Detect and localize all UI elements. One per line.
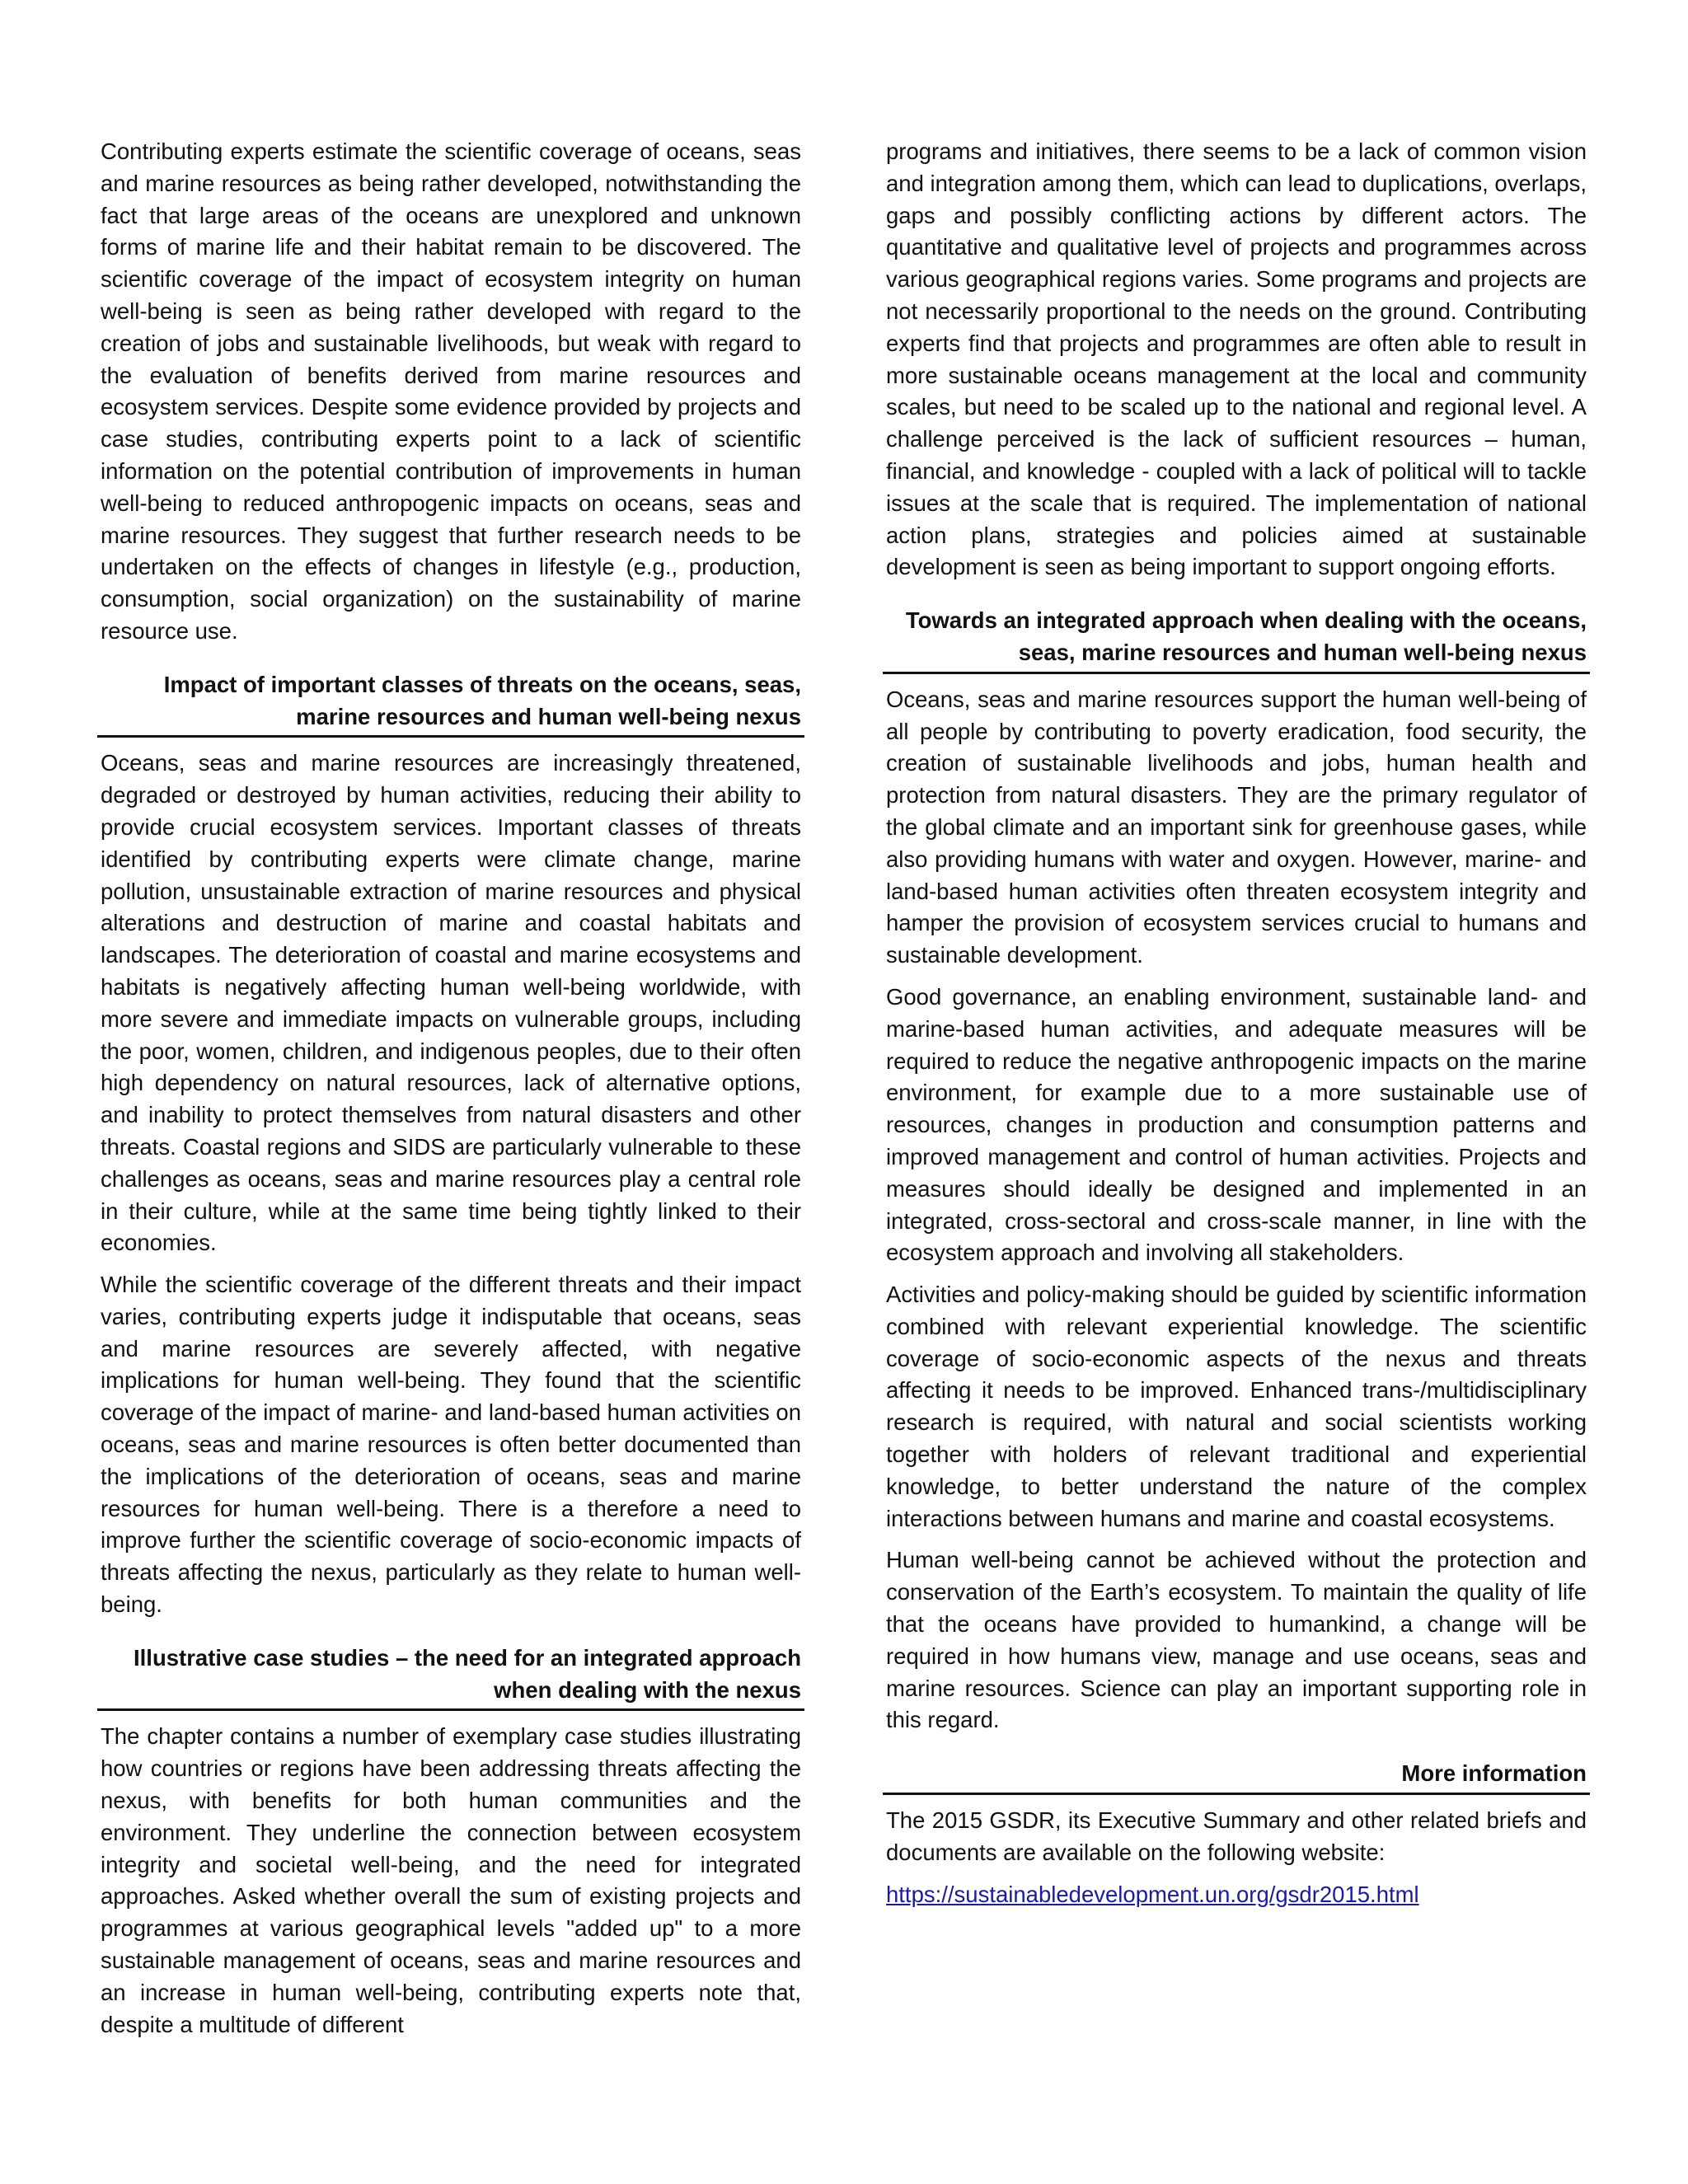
paragraph-more-information: The 2015 GSDR, its Executive Summary and other related briefs and documents are available on the following website: [886, 1807, 1587, 1865]
heading-more-information: More information [883, 1758, 1590, 1795]
paragraph-case-studies: The chapter contains a number of exemplary case studies illustrating how countries or regions have been addressing threats affecting the nexus, with benefits for both human communities and the environment. They underline the connection between ecosystem integrity and societal well-being, and the need for integrated approaches. Asked whether overall the sum of existing projects and programmes at various geographical levels "added up" to a more sustainable management of oceans, seas and marine resources and an increase in human well-being, contributing experts note that, despite a multitude of different [101, 1723, 801, 2037]
paragraph-programs: programs and initiatives, there seems to be a lack of common vision and integration among them, which can lead to duplications, overlaps, gaps and possibly conflicting actions by different actors. The quantitative and qualitative level of projects and programmes across various geographical regions varies. Some programs and projects are not necessarily proportional to the needs on the ground. Contributing experts find that projects and programmes are often able to result in more sustainable oceans management at the local and community scales, but need to be scaled up to the national and regional level. A challenge perceived is the lack of sufficient resources – human, financial, and knowledge - coupled with a lack of political will to tackle issues at the scale that is required. The implementation of national action plans, strategies and policies aimed at sustainable development is seen as being important to support ongoing efforts. [886, 138, 1587, 580]
heading-integrated-approach: Towards an integrated approach when dealing with the oceans, seas, marine resources and human well-being nexus [883, 605, 1590, 674]
paragraph-human-well-being: Oceans, seas and marine resources support the human well-being of all people by contributing to poverty eradication, food security, the creation of sustainable livelihoods and jobs, human health and protection from natural disasters. They are the primary regulator of the global climate and an important sink for greenhouse gases, while also providing humans with water and oxygen. However, marine- and land-based human activities often threaten ecosystem integrity and hamper the provision of ecosystem services crucial to humans and sustainable development. [886, 686, 1587, 968]
paragraph-scientific-coverage: Contributing experts estimate the scientific coverage of oceans, seas and marine resources as being rather developed, notwithstanding the fact that large areas of the oceans are unexplored and unknown forms of marine life and their habitat remain to be discovered. The scientific coverage of the impact of ecosystem integrity on human well-being is seen as being rather developed with regard to the creation of jobs and sustainable livelihoods, but weak with regard to the evaluation of benefits derived from marine resources and ecosystem services. Despite some evidence provided by projects and case studies, contributing experts point to a lack of scientific information on the potential contribution of improvements in human well-being to reduced anthropogenic impacts on oceans, seas and marine resources. They suggest that further research needs to be undertaken on the effects of changes in lifestyle (e.g., production, consumption, social organization) on the sustainability of marine resource use. [101, 138, 801, 644]
right-column [883, 136, 1590, 1910]
paragraph-policy-making: Activities and policy-making should be guided by scientific information combined with relevant experiential knowledge. The scientific coverage of socio-economic aspects of the nexus and threats affecting it needs to be improved. Enhanced trans-/multidisciplinary research is required, with natural and social scientists working together with holders of relevant traditional and experiential knowledge, to better understand the nature of the complex interactions between humans and marine and coastal ecosystems. [886, 1282, 1587, 1531]
left-column [97, 136, 804, 2041]
heading-case-studies: Illustrative case studies – the need for an integrated approach when dealing with the nexus [97, 1643, 804, 1712]
gsdr-website-link[interactable]: https://sustainabledevelopment.un.org/gsdr2015.html [886, 1881, 1419, 1907]
paragraph-threats: Oceans, seas and marine resources are increasingly threatened, degraded or destroyed by human activities, reducing their ability to provide crucial ecosystem services. Important classes of threats identified by contributing experts were climate change, marine pollution, unsustainable extraction of marine resources and physical alterations and destruction of marine and coastal habitats and landscapes. The deterioration of coastal and marine ecosystems and habitats is negatively affecting human well-being worldwide, with more severe and immediate impacts on vulnerable groups, including the poor, women, children, and indigenous peoples, due to their often high dependency on natural resources, lack of alternative options, and inability to protect themselves from natural disasters and other threats. Coastal regions and SIDS are particularly vulnerable to these challenges as oceans, seas and marine resources play a central role in their culture, while at the same time being tightly linked to their economies. [101, 750, 801, 1256]
paragraph-conclusion: Human well-being cannot be achieved without the protection and conservation of the Earth’s ecosystem. To maintain the quality of life that the oceans have provided to humankind, a change will be required in how humans view, manage and use oceans, seas and marine resources. Science can play an important supporting role in this regard. [886, 1547, 1587, 1733]
heading-threats: Impact of important classes of threats on the oceans, seas, marine resources and human well-being nexus [97, 669, 804, 738]
paragraph-threat-coverage: While the scientific coverage of the different threats and their impact varies, contributing experts judge it indisputable that oceans, seas and marine resources are severely affected, with negative implications for human well-being. They found that the scientific coverage of the impact of marine- and land-based human activities on oceans, seas and marine resources is often better documented than the implications of the deterioration of oceans, seas and marine resources for human well-being. There is a therefore a need to improve further the scientific coverage of socio-economic impacts of threats affecting the nexus, particularly as they relate to human well-being. [101, 1272, 801, 1618]
paragraph-good-governance: Good governance, an enabling environment, sustainable land- and marine-based human activities, and adequate measures will be required to reduce the negative anthropogenic impacts on the marine environment, for example due to a more sustainable use of resources, changes in production and consumption patterns and improved management and control of human activities. Projects and measures should ideally be designed and implemented in an integrated, cross-sectoral and cross-scale manner, in line with the ecosystem approach and involving all stakeholders. [886, 983, 1587, 1266]
